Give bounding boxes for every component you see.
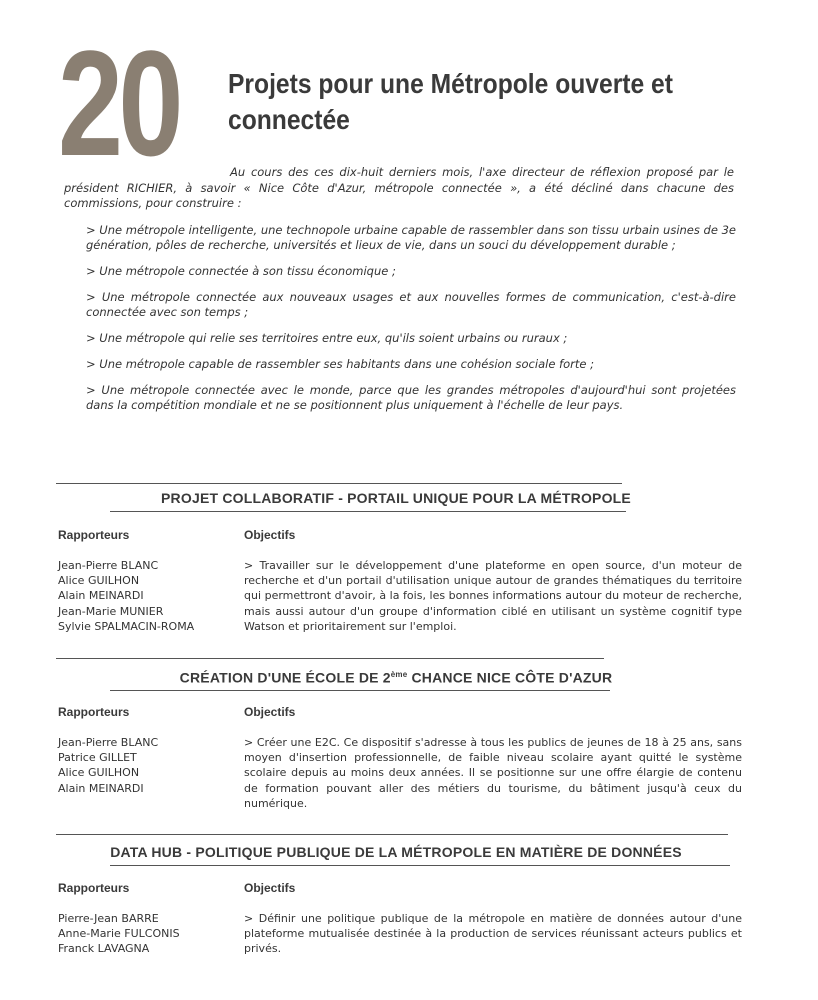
objectifs-heading: Objectifs bbox=[244, 881, 296, 895]
bullet-list bbox=[86, 223, 736, 424]
section-number: 20 bbox=[58, 19, 179, 187]
bullet-item: > Une métropole connectée aux nouveaux usages et aux nouvelles formes de communication, c'est-à-dire connectée avec son temps ; bbox=[86, 290, 736, 319]
project-title-part: CHANCE NICE CÔTE D'AZUR bbox=[407, 669, 613, 686]
divider bbox=[110, 865, 730, 866]
objectifs-heading: Objectifs bbox=[244, 528, 296, 542]
rapporteur-name: Jean-Marie MUNIER bbox=[58, 604, 164, 618]
intro-text: Au cours des ces dix-huit derniers mois, l'axe directeur de réflexion proposé par le président RICHIER, à savoir « Nice Côte d'Azur, métropole connectée », a été décliné dans chacune des commissions, pour construire : bbox=[64, 165, 734, 210]
rapporteur-name: Pierre-Jean BARRE bbox=[58, 912, 159, 925]
project-title bbox=[56, 666, 736, 687]
rapporteur-name: Anne-Marie FULCONIS bbox=[58, 927, 180, 941]
rapporteur-name: Alain MEINARDI bbox=[58, 781, 144, 795]
project-title: DATA HUB - POLITIQUE PUBLIQUE DE LA MÉTROPOLE EN MATIÈRE DE DONNÉES bbox=[110, 844, 682, 860]
divider bbox=[56, 658, 604, 659]
intro-paragraph bbox=[64, 165, 734, 212]
objective-text: > Créer une E2C. Ce dispositif s'adresse à tous les publics de jeunes de 18 à 25 ans, sans moyen d'insertion professionnelle, de faible niveau scolaire ayant quitté le système scolaire depuis au moins deux années. Il se positionne sur une offre élargie de contenu de formation pouvant aller des métiers du tourisme, du bâtiment jusqu'à ceux du numérique. bbox=[244, 736, 742, 810]
rapporteur-name: Alice GUILHON bbox=[58, 574, 140, 588]
rapporteurs-list bbox=[58, 558, 238, 634]
project-title-part: CRÉATION D'UNE ÉCOLE DE 2 bbox=[179, 669, 391, 686]
rapporteur-name: Franck LAVAGNA bbox=[58, 942, 150, 956]
bullet-item: > Une métropole connectée à son tissu économique ; bbox=[86, 264, 396, 278]
rapporteurs-heading: Rapporteurs bbox=[58, 705, 130, 719]
bullet-item: > Une métropole capable de rassembler ses habitants dans une cohésion sociale forte ; bbox=[86, 357, 594, 371]
bullet-item: > Une métropole intelligente, une technopole urbaine capable de rassembler dans son tissu urbain usines de 3e génération, pôles de recherche, universités et lieux de vie, dans un souci du développement durable ; bbox=[86, 223, 736, 252]
rapporteur-name: Alice GUILHON bbox=[58, 766, 140, 780]
rapporteur-name: Jean-Pierre BLANC bbox=[58, 736, 159, 749]
divider bbox=[110, 690, 610, 691]
divider bbox=[110, 511, 626, 512]
rapporteurs-list bbox=[58, 735, 238, 796]
objective-text: > Travailler sur le développement d'une plateforme en open source, d'un moteur de recherche et d'un portail d'utilisation unique autour de grandes thématiques du territoire qui permettront d'avoir, à la fois, les bonnes informations autour du moteur de recherche, mais aussi autour d'un groupe d'information ciblé en utilisant un système cognitif type Watson et prioritairement sur l'emploi. bbox=[244, 559, 742, 633]
bullet-item: > Une métropole qui relie ses territoires entre eux, qu'ils soient urbains ou ruraux ; bbox=[86, 331, 568, 345]
rapporteur-name: Jean-Pierre BLANC bbox=[58, 559, 159, 572]
objectifs-heading: Objectifs bbox=[244, 705, 296, 719]
rapporteurs-list bbox=[58, 911, 238, 957]
divider bbox=[56, 483, 622, 484]
project-title: PROJET COLLABORATIF - PORTAIL UNIQUE POUR LA MÉTROPOLE bbox=[161, 490, 631, 506]
rapporteur-name: Patrice GILLET bbox=[58, 751, 137, 765]
objective-text: > Définir une politique publique de la métropole en matière de données autour d'une plateforme mutualisée destinée à la production de services réunissant acteurs publics et privés. bbox=[244, 912, 742, 956]
rapporteurs-heading: Rapporteurs bbox=[58, 528, 130, 542]
rapporteurs-heading: Rapporteurs bbox=[58, 881, 130, 895]
rapporteur-name: Alain MEINARDI bbox=[58, 589, 144, 603]
rapporteur-name: Sylvie SPALMACIN-ROMA bbox=[58, 619, 195, 633]
project-title-superscript: ème bbox=[390, 670, 408, 679]
page-title: Projets pour une Métropole ouverte et connectée bbox=[228, 68, 673, 135]
bullet-item: > Une métropole connectée avec le monde, parce que les grandes métropoles d'aujourd'hui sont projetées dans la compétition mondiale et ne se positionnent plus uniquement à l'échelle de leur pays. bbox=[86, 383, 736, 412]
divider bbox=[56, 834, 728, 835]
